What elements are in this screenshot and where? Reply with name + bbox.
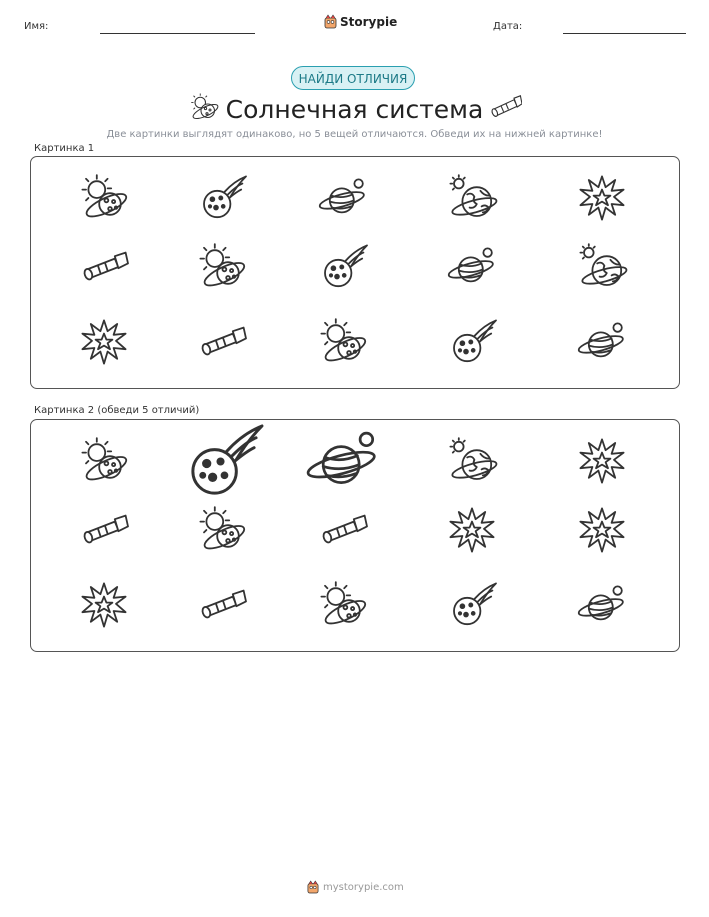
picture1-cell-r2-c2: [185, 237, 259, 297]
picture1-cell-r1-c2: [185, 168, 259, 228]
picture2-cell-r2-c4[interactable]: [435, 500, 509, 560]
picture1-cell-r3-c1: [67, 312, 141, 372]
earth-sun-icon: [448, 437, 496, 485]
date-line[interactable]: [563, 33, 686, 34]
picture1-cell-r3-c3: [306, 312, 380, 372]
star-icon: [80, 318, 128, 366]
sun-asteroid-icon: [319, 581, 367, 629]
star-icon: [578, 437, 626, 485]
comet-icon: [198, 174, 246, 222]
saturn-planet-icon: [319, 174, 367, 222]
comet-icon: [448, 581, 496, 629]
picture1-cell-r3-c5: [565, 312, 639, 372]
picture1-cell-r1-c3: [306, 168, 380, 228]
telescope-icon: [80, 243, 128, 291]
picture2-cell-r3-c1[interactable]: [67, 575, 141, 635]
star-icon: [448, 506, 496, 554]
picture2-label: Картинка 2 (обведи 5 отличий): [34, 405, 200, 416]
picture1-cell-r2-c3: [306, 237, 380, 297]
picture1-cell-r2-c4: [435, 237, 509, 297]
star-icon: [80, 581, 128, 629]
page-title: Солнечная система: [225, 95, 484, 124]
telescope-icon: [198, 581, 246, 629]
picture1-cell-r2-c5: [565, 237, 639, 297]
picture2-cell-r2-c2[interactable]: [185, 500, 259, 560]
picture2-panel[interactable]: [30, 419, 680, 652]
brand-logo: [324, 14, 397, 29]
picture2-grid: [31, 420, 679, 651]
instructions: Две картинки выглядят одинаково, но 5 вещей отличаются. Обведи их на нижней картинке!: [106, 129, 603, 140]
picture2-cell-r2-c5[interactable]: [565, 500, 639, 560]
picture2-cell-r3-c2[interactable]: [185, 575, 259, 635]
footer-url[interactable]: mystorypie.com: [323, 881, 404, 893]
activity-badge: НАЙДИ ОТЛИЧИЯ: [291, 66, 415, 90]
name-label: Имя:: [24, 21, 49, 32]
picture2-cell-r1-c1[interactable]: [67, 431, 141, 491]
telescope-icon: [80, 506, 128, 554]
storypie-mascot-icon: [324, 14, 337, 29]
picture1-cell-r1-c4: [435, 168, 509, 228]
name-line[interactable]: [100, 33, 255, 34]
sun-asteroid-icon: [198, 506, 246, 554]
saturn-planet-icon: [448, 243, 496, 291]
picture1-grid: [31, 157, 679, 388]
comet-icon: [448, 318, 496, 366]
picture2-cell-r3-c4[interactable]: [435, 575, 509, 635]
picture1-cell-r3-c4: [435, 312, 509, 372]
picture1-label: Картинка 1: [34, 143, 95, 154]
picture1-cell-r2-c1: [67, 237, 141, 297]
picture2-cell-r1-c3[interactable]: [306, 431, 380, 491]
telescope-icon: [319, 506, 367, 554]
picture2-cell-r1-c2[interactable]: [185, 431, 259, 491]
earth-sun-icon: [578, 243, 626, 291]
picture1-panel: [30, 156, 680, 389]
date-label: Дата:: [493, 21, 523, 32]
star-icon: [578, 506, 626, 554]
picture1-cell-r1-c5: [565, 168, 639, 228]
earth-sun-icon: [448, 174, 496, 222]
telescope-icon: [490, 95, 522, 119]
sun-asteroid-icon: [80, 174, 128, 222]
picture2-cell-r1-c4[interactable]: [435, 431, 509, 491]
comet-icon: [319, 243, 367, 291]
picture1-cell-r3-c2: [185, 312, 259, 372]
picture2-cell-r2-c3[interactable]: [306, 500, 380, 560]
picture2-cell-r3-c3[interactable]: [306, 575, 380, 635]
saturn-planet-icon: [307, 425, 379, 497]
sun-asteroid-icon: [80, 437, 128, 485]
saturn-planet-icon: [578, 318, 626, 366]
picture1-cell-r1-c1: [67, 168, 141, 228]
picture2-cell-r3-c5[interactable]: [565, 575, 639, 635]
storypie-mascot-icon: [307, 880, 319, 894]
comet-icon: [183, 422, 262, 501]
picture2-cell-r2-c1[interactable]: [67, 500, 141, 560]
star-icon: [578, 174, 626, 222]
saturn-planet-icon: [578, 581, 626, 629]
sun-asteroid-icon: [198, 243, 246, 291]
picture2-cell-r1-c5[interactable]: [565, 431, 639, 491]
sun-asteroid-icon: [319, 318, 367, 366]
telescope-icon: [198, 318, 246, 366]
footer: [307, 880, 404, 894]
brand-name: Storypie: [340, 14, 398, 29]
